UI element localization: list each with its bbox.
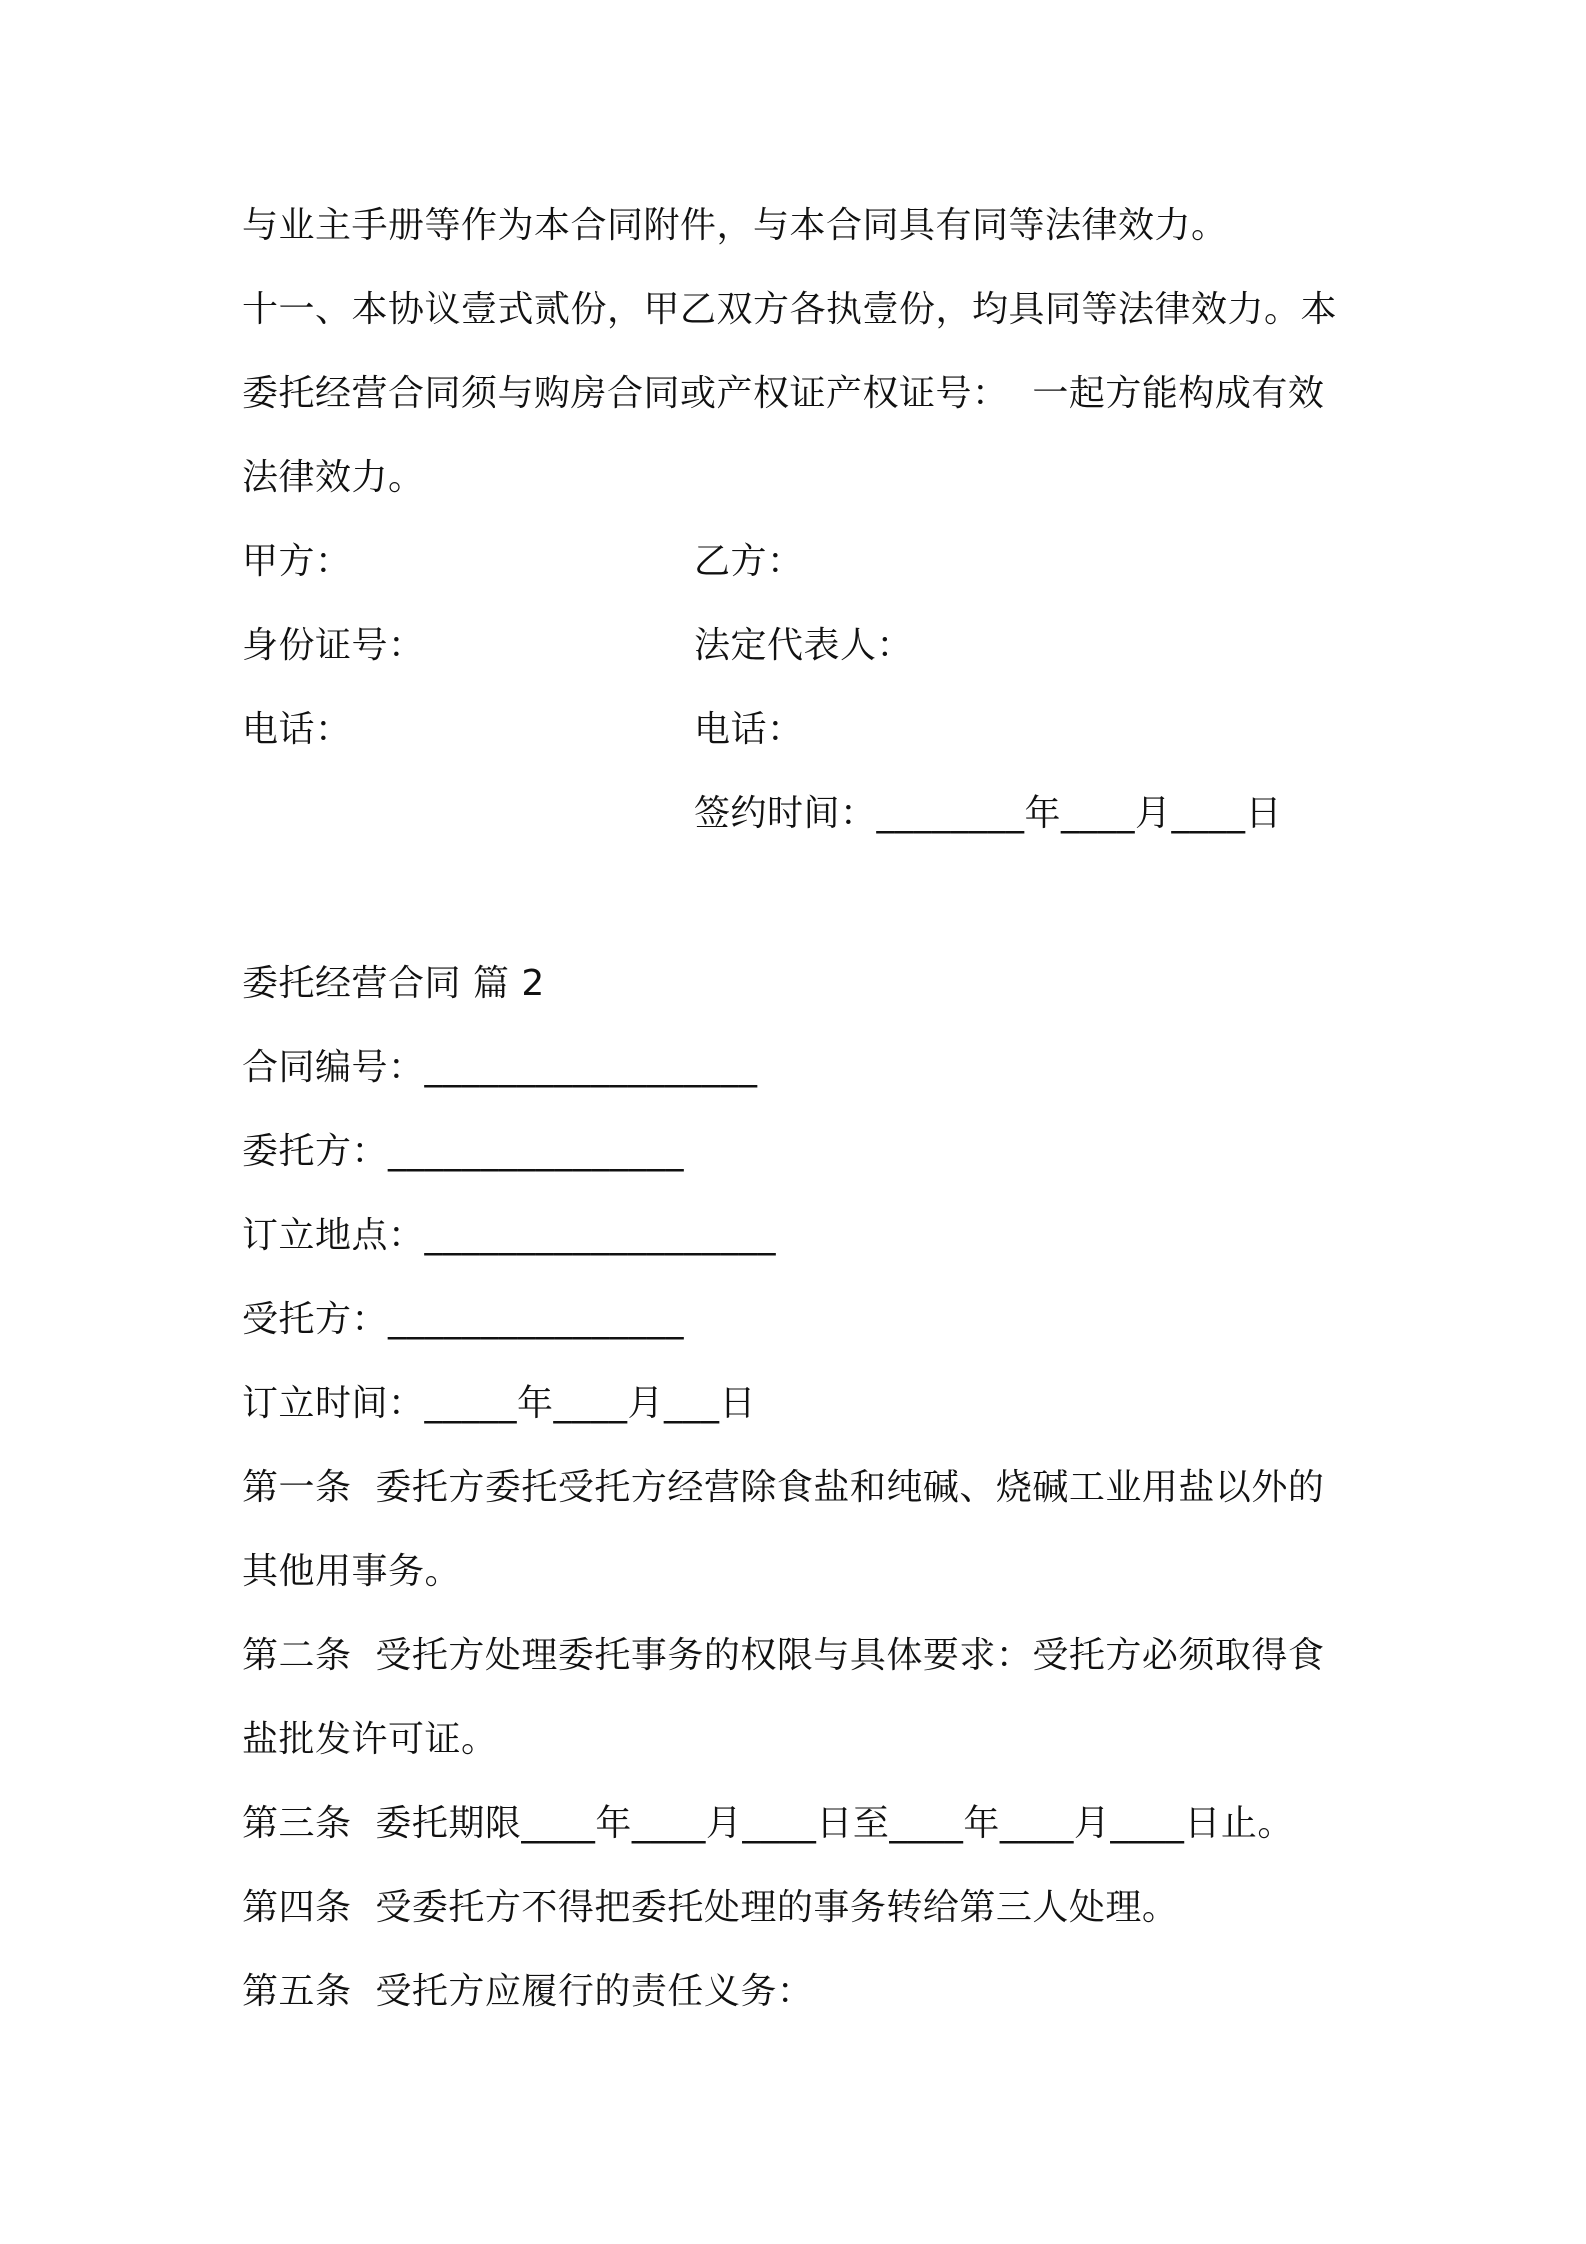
legal-representative-label: 法定代表人： (694, 625, 914, 666)
section-title: 委托经营合同 篇 2 (242, 963, 545, 1004)
article-1-line-2: 其他用事务。 (242, 1551, 462, 1592)
signing-place: 订立地点：___________________ (242, 1215, 777, 1256)
article-4: 第四条 受委托方不得把委托处理的事务转给第三人处理。 (242, 1887, 1179, 1928)
principal-party: 委托方：________________ (242, 1131, 685, 1172)
clause-eleven-line-2: 委托经营合同须与购房合同或产权证产权证号： 一起方能构成有效 (242, 373, 1325, 414)
article-2-line-2: 盐批发许可证。 (242, 1719, 498, 1760)
agent-party: 受托方：________________ (242, 1299, 685, 1340)
party-b-label: 乙方： (694, 541, 804, 582)
party-a-label: 甲方： (242, 541, 352, 582)
id-number-label: 身份证号： (242, 625, 425, 666)
article-2-line-1: 第二条 受托方处理委托事务的权限与具体要求：受托方必须取得食 (242, 1635, 1325, 1676)
text-line: 与业主手册等作为本合同附件，与本合同具有同等法律效力。 (242, 205, 1228, 246)
signing-time: 签约时间：________年____月____日 (694, 793, 1283, 834)
article-5: 第五条 受托方应履行的责任义务： (242, 1971, 814, 2012)
contract-number: 合同编号：__________________ (242, 1047, 758, 1088)
article-1-line-1: 第一条 委托方委托受托方经营除食盐和纯碱、烧碱工业用盐以外的 (242, 1467, 1325, 1508)
phone-b-label: 电话： (694, 709, 804, 750)
clause-eleven-line-3: 法律效力。 (242, 457, 425, 498)
clause-eleven-line-1: 十一、本协议壹式贰份，甲乙双方各执壹份，均具同等法律效力。本 (242, 289, 1338, 330)
article-3: 第三条 委托期限____年____月____日至____年____月____日止。 (242, 1803, 1294, 1844)
phone-a-label: 电话： (242, 709, 352, 750)
signing-date: 订立时间：_____年____月___日 (242, 1383, 757, 1424)
